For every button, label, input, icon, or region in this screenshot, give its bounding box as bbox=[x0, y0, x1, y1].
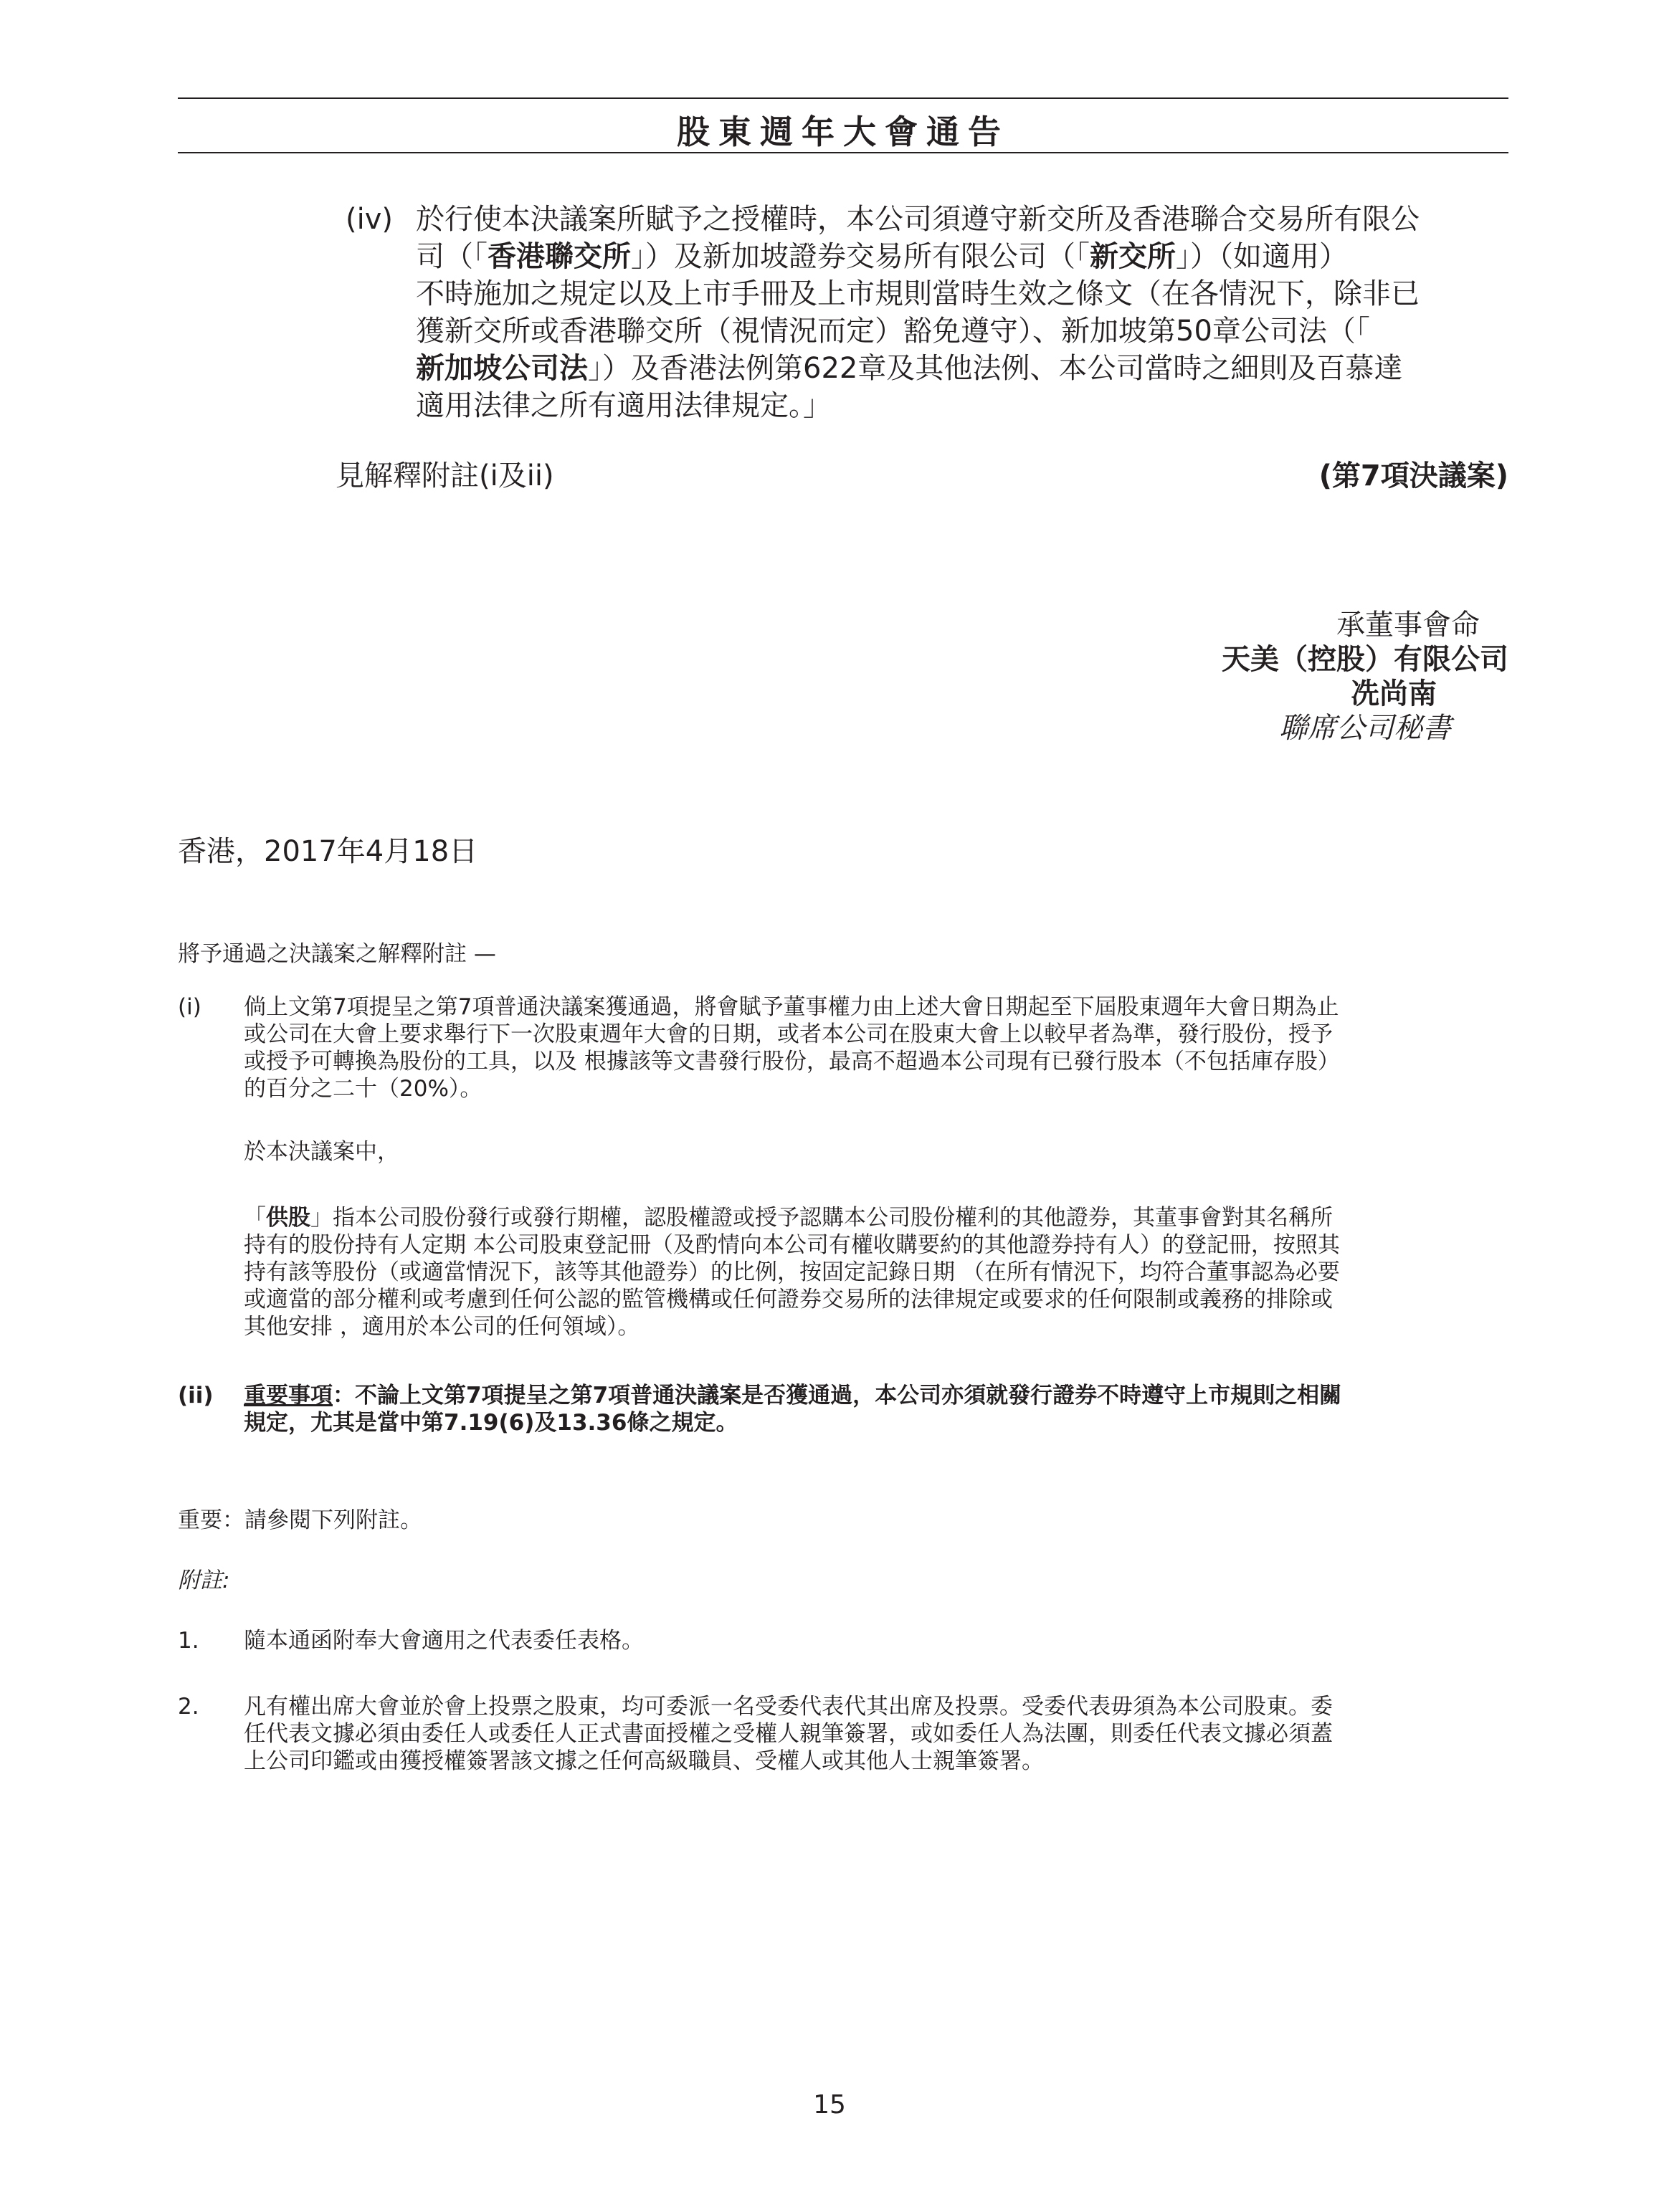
page-number: 15 bbox=[813, 2090, 846, 2120]
text-segment: 」指本公司股份發行或發行期權，認股權證或授予認購本公司股份權利的其他證券，其董事會對其名稱所 bbox=[310, 1205, 1333, 1231]
note-ii-line bbox=[244, 1382, 1520, 1409]
important-text: 重要：請參閱下列附註。 bbox=[178, 1507, 422, 1533]
by-order-text: 承董事會命 bbox=[1336, 609, 1480, 642]
header-bottom-rule bbox=[178, 152, 1508, 153]
defined-term-sgx: 新交所 bbox=[1090, 240, 1176, 273]
text-segment: 」）及香港法例第622章及其他法例、本公司當時之細則及百慕達 bbox=[588, 352, 1403, 385]
note-i-text bbox=[244, 993, 1520, 1102]
see-notes-text: 見解釋附註(i及ii) bbox=[336, 459, 554, 492]
note-1-number: 1. bbox=[178, 1628, 199, 1654]
notes-heading: 附註: bbox=[178, 1568, 230, 1593]
note-i-line: 倘上文第7項提呈之第7項普通決議案獲通過，將會賦予董事權力由上述大會日期起至下屆股東週年大會日期為止 bbox=[244, 994, 1339, 1020]
definition-line: 持有該等股份（或適當情況下，該等其他證券）的比例，按固定記錄日期 （在所有情況下，均符合董事認為必要 bbox=[244, 1259, 1340, 1285]
definition-line: 或適當的部分權利或考慮到任何公認的監管機構或任何證券交易所的法律規定或要求的任何限制或義務的排除或 bbox=[244, 1287, 1333, 1312]
in-resolution-text: 於本決議案中， bbox=[244, 1139, 399, 1165]
company-name: 天美（控股）有限公司 bbox=[1222, 643, 1508, 676]
explanatory-heading: 將予通過之決議案之解釋附註 — bbox=[178, 941, 496, 967]
clause-iv-text bbox=[416, 201, 1513, 424]
clause-iv-marker: (iv) bbox=[346, 203, 393, 236]
clause-iv-line: 適用法律之所有適用法律規定。」 bbox=[416, 389, 832, 422]
signature-block bbox=[1222, 608, 1508, 745]
secretary-title: 聯席公司秘書 bbox=[1279, 712, 1451, 745]
note-i-line: 或公司在大會上要求舉行下一次股東週年大會的日期，或者本公司在股東大會上以較早者為準，發行股份，授予 bbox=[244, 1021, 1333, 1047]
note-i-line: 的百分之二十（20%）。 bbox=[244, 1076, 483, 1102]
note-2-text bbox=[244, 1693, 1520, 1775]
note-2-line: 任代表文據必須由委任人或委任人正式書面授權之受權人親筆簽署，或如委任人為法團，則委任代表文據必須蓋 bbox=[244, 1721, 1333, 1747]
note-ii-marker: (ii) bbox=[178, 1383, 214, 1408]
note-ii-text bbox=[244, 1382, 1520, 1436]
note-2-line: 上公司印鑑或由獲授權簽署該文據之任何高級職員、受權人或其他人士親筆簽署。 bbox=[244, 1748, 1044, 1774]
page-title: 股東週年大會通告 bbox=[677, 113, 1009, 151]
resolution-reference: (第7項決議案) bbox=[1318, 459, 1508, 492]
header-top-rule bbox=[178, 97, 1508, 99]
clause-iv-line bbox=[416, 238, 1513, 275]
defined-term-hkex: 香港聯交所 bbox=[488, 240, 631, 273]
secretary-name: 冼尚南 bbox=[1351, 677, 1437, 710]
text-segment: 「 bbox=[244, 1205, 266, 1231]
defined-term-rights-issue: 供股 bbox=[266, 1205, 310, 1231]
place-date: 香港，2017年4月18日 bbox=[178, 835, 478, 868]
text-segment: ：不論上文第7項提呈之第7項普通決議案是否獲通過，本公司亦須就發行證券不時遵守上市規則之相關 bbox=[333, 1383, 1342, 1408]
rights-issue-definition bbox=[244, 1204, 1520, 1340]
text-segment: 」）（如適用） bbox=[1176, 240, 1348, 273]
note-2-number: 2. bbox=[178, 1694, 199, 1720]
note-ii-line: 規定，尤其是當中第7.19(6)及13.36條之規定。 bbox=[244, 1410, 738, 1436]
clause-iv-line bbox=[416, 350, 1513, 387]
note-1-text: 隨本通函附奉大會適用之代表委任表格。 bbox=[244, 1628, 644, 1654]
text-segment: 」）及新加坡證券交易所有限公司（「 bbox=[631, 240, 1090, 273]
clause-iv-line: 於行使本決議案所賦予之授權時，本公司須遵守新交所及香港聯合交易所有限公 bbox=[416, 203, 1420, 236]
note-i-line: 或授予可轉換為股份的工具，以及 根據該等文書發行股份，最高不超過本公司現有已發行股本（不包括庫存股） bbox=[244, 1049, 1340, 1074]
note-i-marker: (i) bbox=[178, 994, 201, 1020]
definition-line: 持有的股份持有人定期 本公司股東登記冊（及酌情向本公司有權收購要約的其他證券持有人）的登記冊，按照其 bbox=[244, 1232, 1340, 1258]
clause-iv-line: 獲新交所或香港聯交所（視情況而定）豁免遵守）、新加坡第50章公司法（「 bbox=[416, 315, 1370, 348]
note-2-line: 凡有權出席大會並於會上投票之股東，均可委派一名受委代表代其出席及投票。受委代表毋須為本公司股東。委 bbox=[244, 1694, 1333, 1720]
text-segment: 司（「 bbox=[416, 240, 488, 273]
important-label: 重要事項 bbox=[244, 1383, 333, 1408]
definition-line bbox=[244, 1204, 1520, 1231]
defined-term-companies-act: 新加坡公司法 bbox=[416, 352, 588, 385]
clause-iv-line: 不時施加之規定以及上市手冊及上市規則當時生效之條文（在各情況下，除非已 bbox=[416, 277, 1420, 310]
definition-line: 其他安排 ，適用於本公司的任何領域）。 bbox=[244, 1314, 640, 1340]
